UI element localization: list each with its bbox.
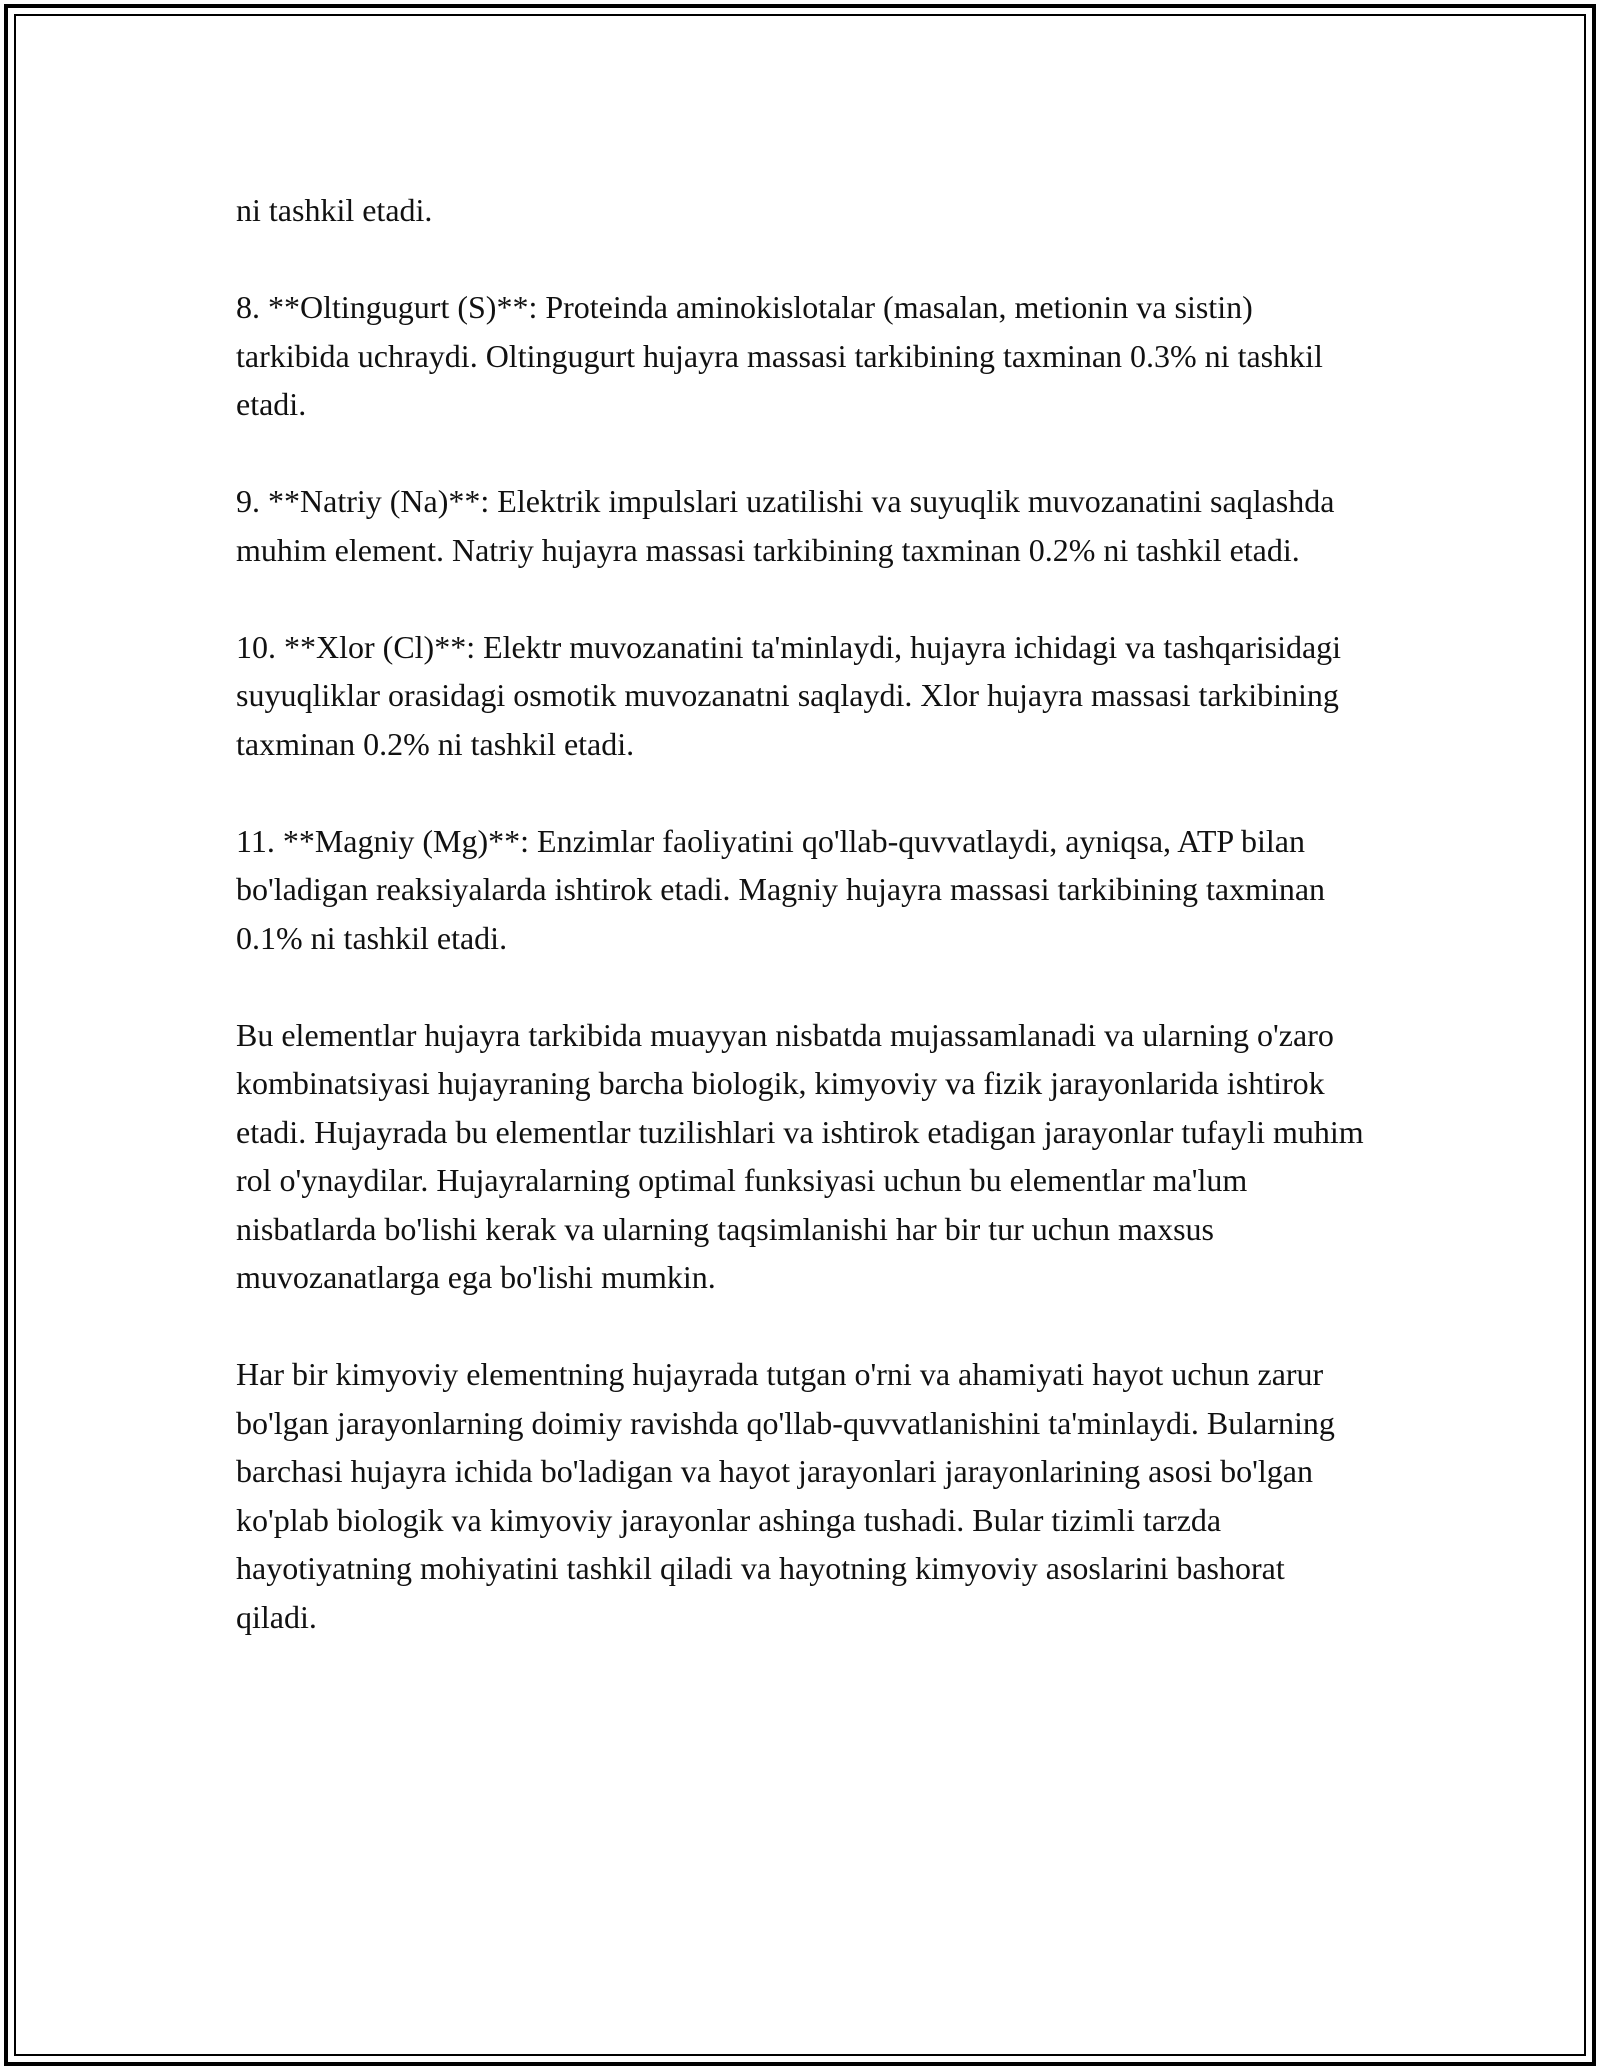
paragraph-item-9-sodium: 9. **Natriy (Na)**: Elektrik impulslari uzatilishi va suyuqlik muvozanatini saqlashda muhim element. Natriy hujayra massasi tarkibining taxminan 0.2% ni tashkil etadi. (236, 483, 1335, 568)
paragraph-continuation: ni tashkil etadi. (236, 192, 433, 228)
document-body (236, 186, 1366, 1690)
paragraph-conclusion: Har bir kimyoviy elementning hujayrada tutgan o'rni va ahamiyati hayot uchun zarur bo'lgan jarayonlarning doimiy ravishda qo'llab-quvvatlanishini ta'minlaydi. Bularning barchasi hujayra ichida bo'ladigan va hayot jarayonlari jarayonlarining asosi bo'lgan ko'plab biologik va kimyoviy jarayonlar ashinga tushadi. Bular tizimli tarzda hayotiyatning mohiyatini tashkil qiladi va hayotning kimyoviy asoslarini bashorat qiladi. (236, 1356, 1335, 1635)
paragraph-item-8-sulfur: 8. **Oltingugurt (S)**: Proteinda aminokislotalar (masalan, metionin va sistin) tarkibida uchraydi. Oltingugurt hujayra massasi tarkibining taxminan 0.3% ni tashkil etadi. (236, 289, 1323, 422)
paragraph-item-11-magnesium: 11. **Magniy (Mg)**: Enzimlar faoliyatini qo'llab-quvvatlaydi, ayniqsa, ATP bilan bo'ladigan reaksiyalarda ishtirok etadi. Magniy hujayra massasi tarkibining taxminan 0.1% ni tashkil etadi. (236, 822, 1326, 956)
paragraph-item-10-chlorine: 10. **Xlor (Cl)**: Elektr muvozanatini ta'minlaydi, hujayra ichidagi va tashqarisidagi suyuqliklar orasidagi osmotik muvozanatni saqlaydi. Xlor hujayra massasi tarkibining taxminan 0.2% ni tashkil etadi. (236, 628, 1342, 762)
paragraph-summary: Bu elementlar hujayra tarkibida muayyan nisbatda mujassamlanadi va ularning o'zaro kombinatsiyasi hujayraning barcha biologik, kimyoviy va fizik jarayonlarida ishtirok etadi. Hujayrada bu elementlar tuzilishlari va ishtirok etadigan jarayonlar tufayli muhim rol o'ynaydilar. Hujayralarning optimal funksiyasi uchun bu elementlar ma'lum nisbatlarda bo'lishi kerak va ularning taqsimlanishi har bir tur uchun maxsus muvozanatlarga ega bo'lishi mumkin. (236, 1016, 1364, 1295)
